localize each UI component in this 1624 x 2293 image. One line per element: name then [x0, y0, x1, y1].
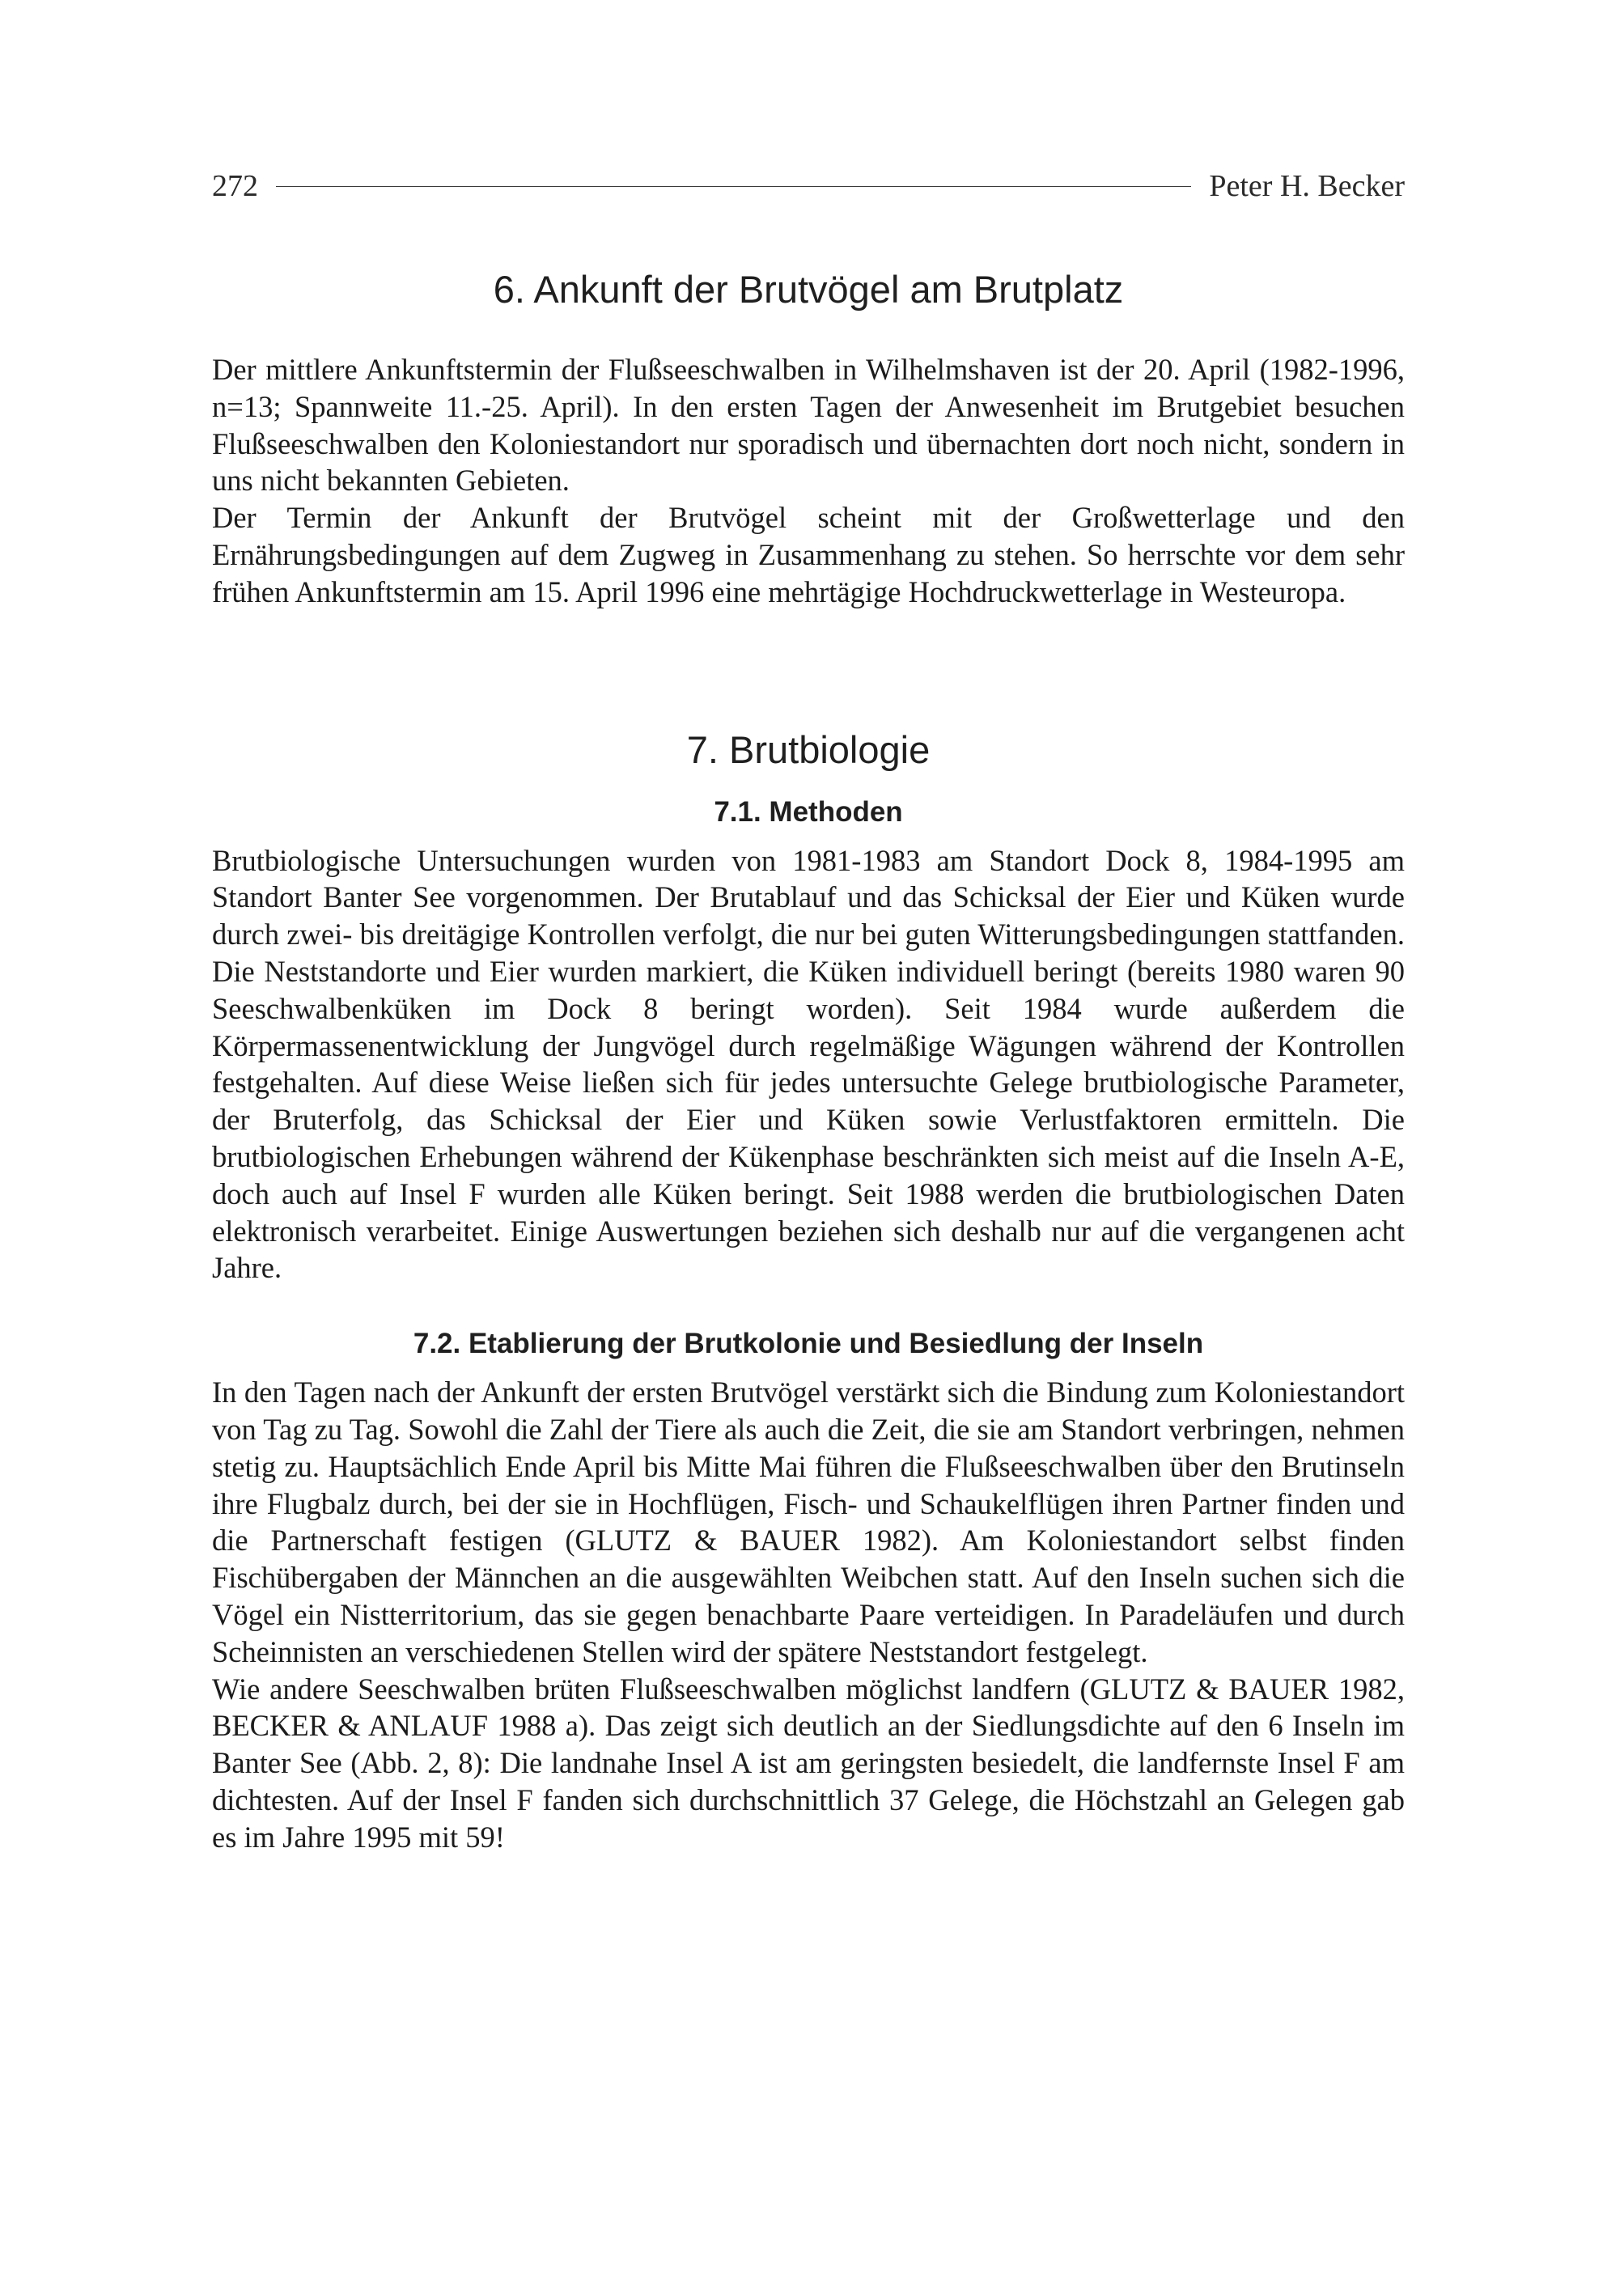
- subsection-7-2-title: 7.2. Etablierung der Brutkolonie und Besiedlung der Inseln: [413, 1328, 1204, 1360]
- page-body: [212, 257, 1405, 1856]
- section-6-title: 6. Ankunft der Brutvögel am Brutplatz: [493, 268, 1124, 311]
- page-number: 272: [212, 169, 258, 203]
- subsection-7-1-title: 7.1. Methoden: [714, 795, 903, 828]
- running-header: [212, 162, 1405, 210]
- subsection-7-2-paragraph-1: In den Tagen nach der Ankunft der ersten Brutvögel verstärkt sich die Bindung zum Koloniestandort von Tag zu Tag. Sowohl die Zahl der Tiere als auch die Zeit, die sie am Standort verbringen, nehmen stetig zu. Hauptsächlich Ende April bis Mitte Mai führen die Flußseeschwalben über den Brutinseln ihre Flugbalz durch, bei der sie in Hochflügen, Fisch- und Schaukelflügen ihren Partner finden und die Partnerschaft festigen (GLUTZ & BAUER 1982). Am Koloniestandort selbst finden Fischübergaben der Männchen an die ausgewählten Weibchen statt. Auf den Inseln suchen sich die Vögel ein Nistterritorium, das sie gegen benachbarte Paare verteidigen. In Paradeläufen und durch Scheinnisten an verschiedenen Stellen wird der spätere Neststandort festgelegt.: [212, 1375, 1405, 1668]
- section-7-title: 7. Brutbiologie: [686, 727, 931, 771]
- subsection-7-1-paragraph: Brutbiologische Untersuchungen wurden von 1981-1983 am Standort Dock 8, 1984-1995 am Standort Banter See vorgenommen. Der Brutablauf und das Schicksal der Eier und Küken wurde durch zwei- bis dreitägige Kontrollen verfolgt, die nur bei guten Witterungsbedingungen stattfanden. Die Neststandorte und Eier wurden markiert, die Küken individuell beringt (bereits 1980 waren 90 Seeschwalbenküken im Dock 8 beringt worden). Seit 1984 wurde außerdem die Körpermassenentwicklung der Jungvögel durch regelmäßige Wägungen während der Kontrollen festgehalten. Auf diese Weise ließen sich für jedes untersuchte Gelege brutbiologische Parameter, der Bruterfolg, das Schicksal der Eier und Küken sowie Verlustfaktoren ermitteln. Die brutbiologischen Erhebungen während der Kükenphase beschränkten sich meist auf die Inseln A-E, doch auch auf Insel F wurden alle Küken beringt. Seit 1988 werden die brutbiologischen Daten elektronisch verarbeitet. Einige Auswertungen beziehen sich deshalb nur auf die vergangenen acht Jahre.: [212, 843, 1405, 1285]
- running-header-author: Peter H. Becker: [1209, 169, 1405, 203]
- section-6-paragraph-2: Der Termin der Ankunft der Brutvögel scheint mit der Großwetterlage und den Ernährungsbedingungen auf dem Zugweg in Zusammenhang zu stehen. So herrschte vor dem sehr frühen Ankunftstermin am 15. April 1996 eine mehrtägige Hochdruckwetterlage in Westeuropa.: [212, 501, 1405, 608]
- header-rule: [276, 186, 1191, 187]
- subsection-7-2-paragraph-2: Wie andere Seeschwalben brüten Flußseeschwalben möglichst landfern (GLUTZ & BAUER 1982, BECKER & ANLAUF 1988 a). Das zeigt sich deutlich an der Siedlungsdichte auf den 6 Inseln im Banter See (Abb. 2, 8): Die landnahe Insel A ist am geringsten besiedelt, die landfernste Insel F am dichtesten. Auf der Insel F fanden sich durchschnittlich 37 Gelege, die Höchstzahl an Gelegen gab es im Jahre 1995 mit 59!: [212, 1672, 1405, 1854]
- section-6-paragraph-1: Der mittlere Ankunftstermin der Flußseeschwalben in Wilhelmshaven ist der 20. April (1982-1996, n=13; Spannweite 11.-25. April). In den ersten Tagen der Anwesenheit im Brutgebiet besuchen Flußseeschwalben den Koloniestandort nur sporadisch und übernachten dort noch nicht, sondern in uns nicht bekannten Gebieten.: [212, 353, 1405, 498]
